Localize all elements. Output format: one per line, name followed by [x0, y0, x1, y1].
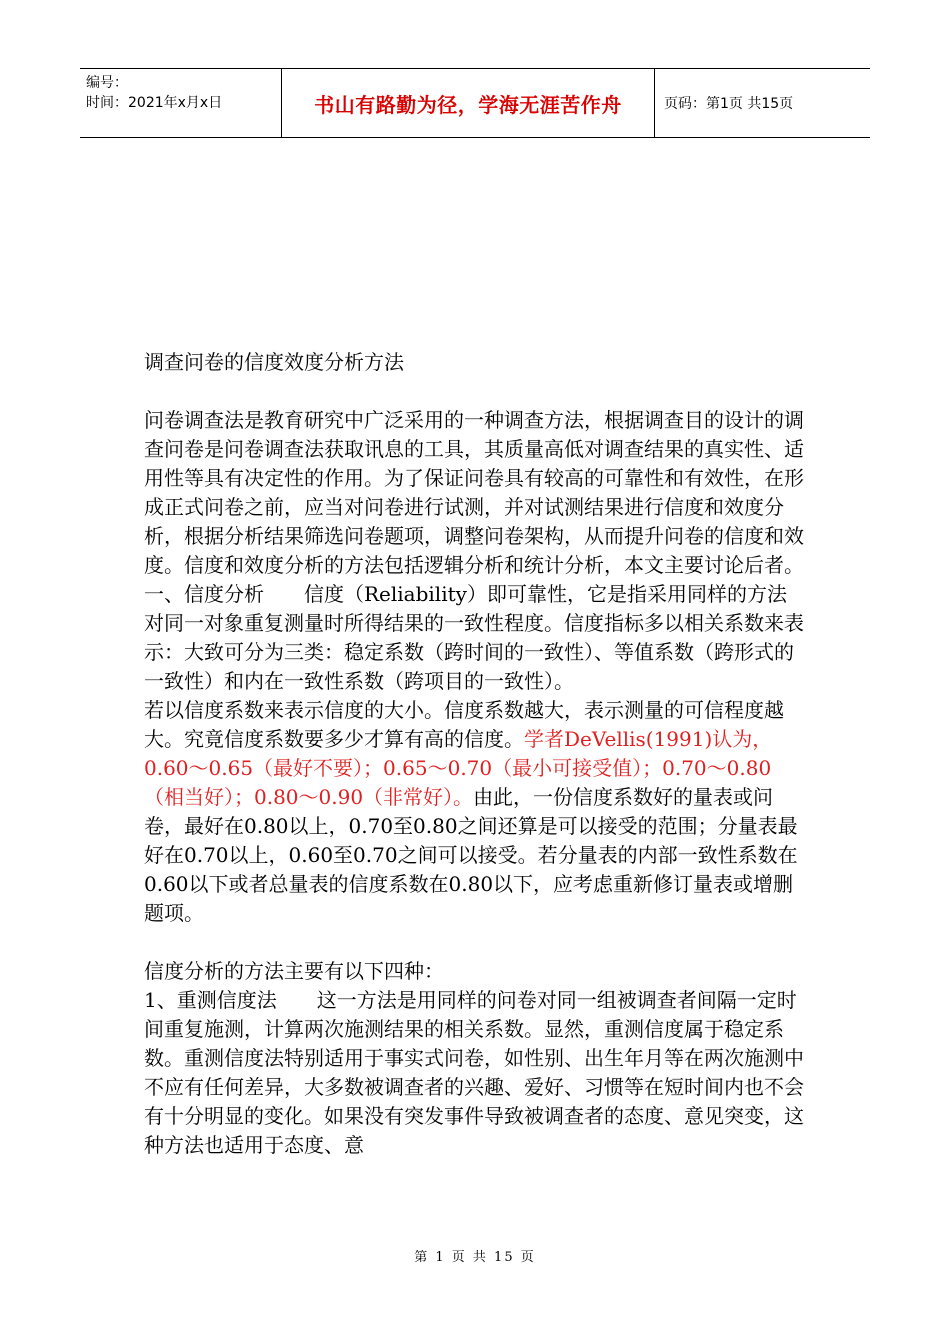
intro-paragraph: 问卷调查法是教育研究中广泛采用的一种调查方法，根据调查目的设计的调查问卷是问卷调查法获取讯息的工具，其质量高低对调查结果的真实性、适用性等具有决定性的作用。为了保证问卷具有较高的可靠性和有效性，在形成正式问卷之前，应当对问卷进行试测，并对试测结果进行信度和效度分析，根据分析结果筛选问卷题项，调整问卷架构，从而提升问卷的信度和效度。信度和效度分析的方法包括逻辑分析和统计分析，本文主要讨论后者。	[144, 408, 804, 577]
page-header	[80, 68, 870, 138]
method1-paragraph: 1、重测信度法 这一方法是用同样的问卷对同一组被调查者间隔一定时间重复施测，计算两次施测结果的相关系数。显然，重测信度属于稳定系数。重测信度法特别适用于事实式问卷，如性别、出生年月等在两次施测中不应有任何差异，大多数被调查者的兴趣、爱好、习惯等在短时间内也不会有十分明显的变化。如果没有突发事件导致被调查者的态度、意见突变，这种方法也适用于态度、意	[144, 988, 804, 1157]
spacer	[144, 377, 804, 406]
header-meta	[80, 69, 282, 137]
devellis-highlight: 学者DeVellis(1991)认为，0.60～0.65（最好不要）；0.65～0.70（最小可接受值）；0.70～0.80（相当好）；0.80～0.90（非常好）。	[144, 727, 773, 809]
header-page-info: 页码：第1页 共15页	[664, 96, 794, 112]
coefficient-text-start: 若以信度系数来表示信度的大小。信度系数越大，表示测量的可信程度越大。究竟信度系数要多少才算有高的信度。	[144, 698, 784, 751]
header-motto: 书山有路勤为径，学海无涯苦作舟	[282, 69, 655, 137]
methods-heading: 信度分析的方法主要有以下四种：	[144, 959, 444, 983]
document-title: 调查问卷的信度效度分析方法	[144, 350, 404, 374]
spacer	[144, 928, 804, 957]
document-body	[144, 348, 804, 1160]
date-label: 时间：2021年x月x日	[86, 95, 223, 111]
page-footer: 第 1 页 共 15 页	[414, 1250, 536, 1265]
coefficient-paragraph	[144, 696, 804, 928]
code-label: 编号：	[86, 75, 128, 91]
reliability-section-paragraph: 一、信度分析 信度（Reliability）即可靠性，它是指采用同样的方法对同一对象重复测量时所得结果的一致性程度。信度指标多以相关系数来表示：大致可分为三类：稳定系数（跨时间的一致性）、等值系数（跨形式的一致性）和内在一致性系数（跨项目的一致性）。	[144, 582, 804, 693]
coefficient-text-end: 由此，一份信度系数好的量表或问卷，最好在0.80以上，0.70至0.80之间还算是可以接受的范围；分量表最好在0.70以上，0.60至0.70之间可以接受。若分量表的内部一致性系数在0.60以下或者总量表的信度系数在0.80以下，应考虑重新修订量表或增删题项。	[144, 785, 798, 925]
